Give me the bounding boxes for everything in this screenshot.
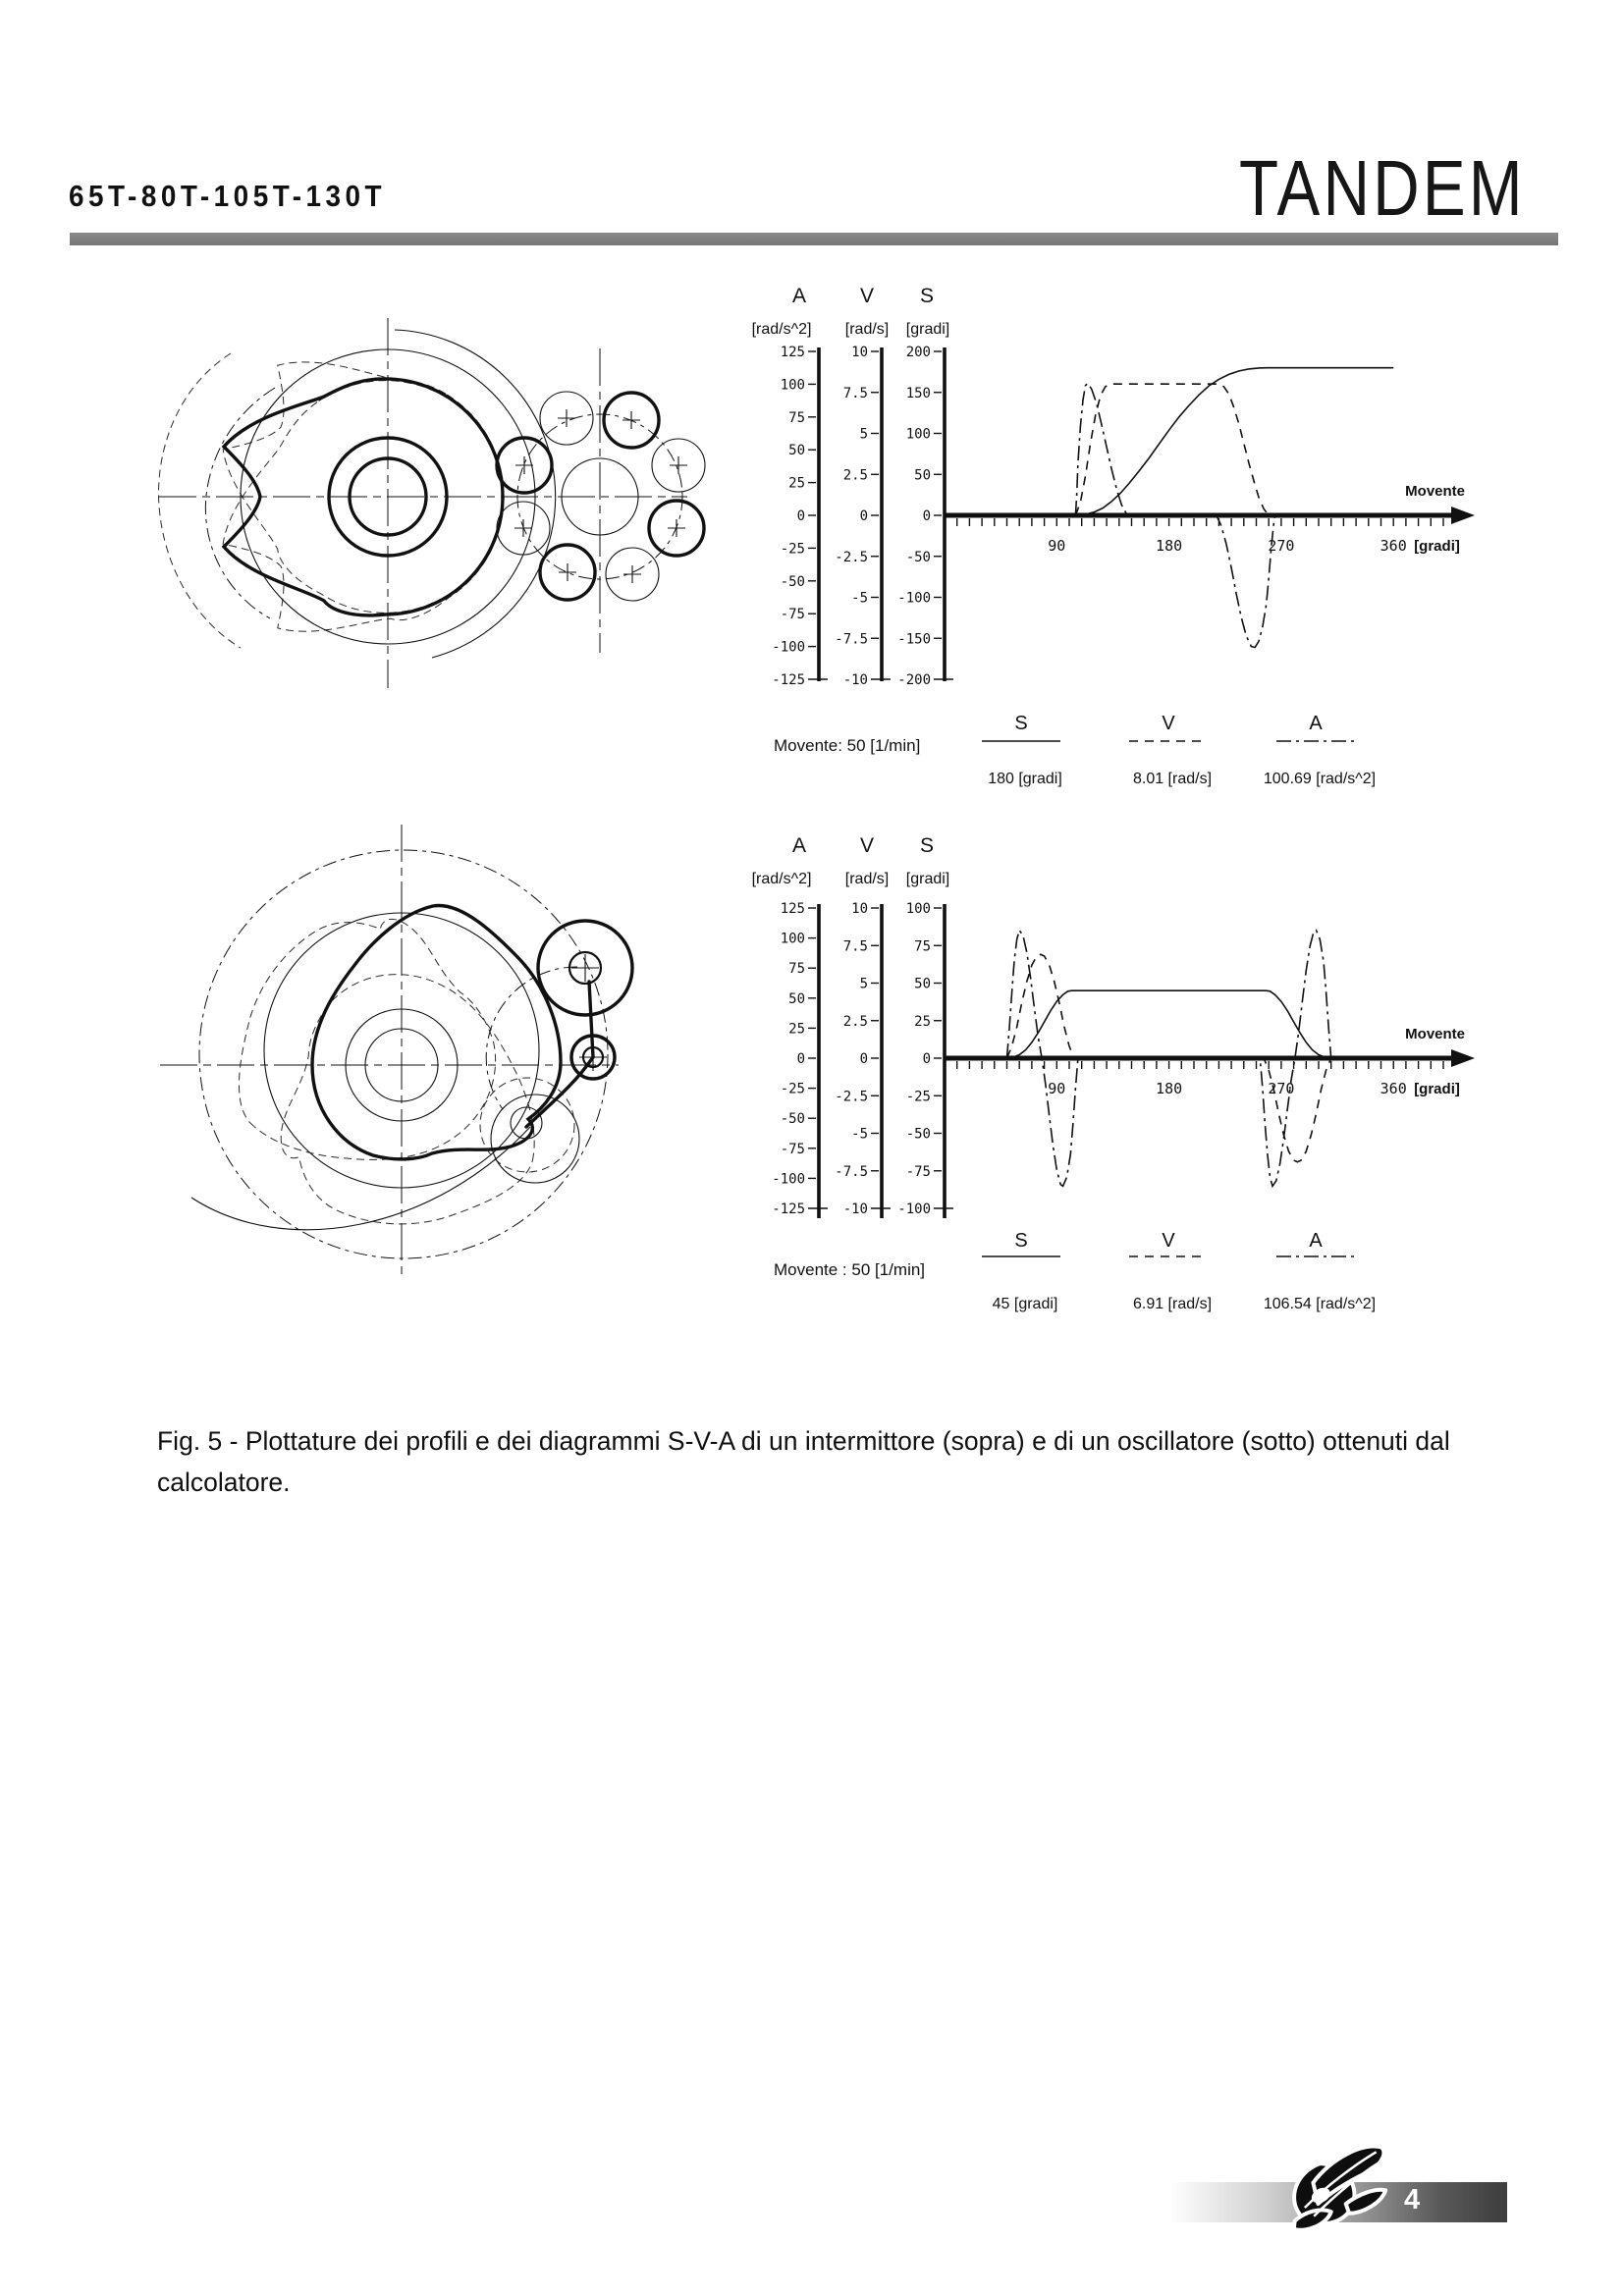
y-axis-title: A xyxy=(791,834,807,857)
series-V xyxy=(1075,384,1269,515)
y-tick-label: -10 xyxy=(842,1201,868,1217)
y-tick-label: -50 xyxy=(780,573,805,590)
y-tick-label: 100 xyxy=(780,377,805,394)
y-tick-label: -10 xyxy=(842,672,868,688)
page-number: 4 xyxy=(1404,2184,1421,2216)
rocker-follower xyxy=(486,921,632,1127)
y-axis-title: V xyxy=(859,285,875,307)
y-tick-label: 50 xyxy=(788,443,805,459)
y-tick-label: 75 xyxy=(914,938,931,955)
y-tick-label: 2.5 xyxy=(842,467,868,484)
oscillatore-profile-drawing xyxy=(137,815,668,1286)
header-rule xyxy=(70,233,1558,245)
legend-series-letter: S xyxy=(1014,713,1028,734)
x-tick-label: 180 xyxy=(1156,537,1183,555)
legend-stroke-value: 100.69 [rad/s^2] xyxy=(1263,771,1377,787)
model-code: 65T-80T-105T-130T xyxy=(69,179,387,213)
y-tick-label: 5 xyxy=(859,976,868,992)
y-tick-label: -125 xyxy=(772,672,805,688)
y-tick-label: 5 xyxy=(859,426,868,443)
x-axis-title: Movente xyxy=(1405,1026,1465,1042)
x-tick-label: 360 xyxy=(1380,537,1407,555)
x-tick-label: 270 xyxy=(1268,1080,1295,1097)
movente-speed-label: Movente: 50 [1/min] xyxy=(774,736,921,755)
y-tick-label: -200 xyxy=(897,672,931,688)
legend-series-letter: S xyxy=(1014,1230,1028,1252)
y-tick-label: -2.5 xyxy=(835,549,868,565)
y-tick-label: -100 xyxy=(897,1201,931,1217)
legend-stroke-value: 45 [gradi] xyxy=(992,1296,1058,1312)
centerlines xyxy=(160,825,619,1276)
legend-series-letter: A xyxy=(1309,1230,1323,1252)
tandem-knot-logo xyxy=(1284,2136,1398,2230)
y-axis-unit: [rad/s] xyxy=(844,321,890,338)
y-tick-label: 100 xyxy=(780,931,805,947)
x-axis-title: Movente xyxy=(1405,483,1465,500)
y-tick-label: 0 xyxy=(859,1051,868,1067)
legend-stroke-value: 8.01 [rad/s] xyxy=(1132,771,1213,787)
y-tick-label: -125 xyxy=(772,1201,805,1217)
series-S xyxy=(945,990,1443,1058)
y-tick-label: 7.5 xyxy=(842,385,868,401)
x-tick-label: 180 xyxy=(1156,1080,1183,1097)
y-tick-label: 50 xyxy=(914,467,931,484)
y-tick-label: -50 xyxy=(905,1126,931,1143)
y-tick-label: 10 xyxy=(851,345,868,360)
y-axis-title: V xyxy=(859,834,875,857)
y-tick-label: 2.5 xyxy=(842,1013,868,1030)
y-tick-label: -50 xyxy=(905,549,931,565)
series-S xyxy=(945,368,1393,515)
y-tick-label: -150 xyxy=(897,631,931,648)
y-tick-label: -2.5 xyxy=(835,1089,868,1105)
y-tick-label: -7.5 xyxy=(835,631,868,648)
y-tick-label: -7.5 xyxy=(835,1163,868,1180)
y-axis-title: S xyxy=(919,834,935,857)
outer-envelope-circle xyxy=(199,850,608,1258)
y-axis-title: S xyxy=(919,285,935,307)
y-tick-label: -100 xyxy=(897,590,931,607)
movente-speed-label: Movente : 50 [1/min] xyxy=(774,1260,926,1279)
x-axis-arrowhead xyxy=(1451,507,1475,524)
brand-logo-text: TANDEM xyxy=(1239,144,1526,232)
y-tick-label: 0 xyxy=(796,508,805,524)
y-tick-label: 25 xyxy=(788,1021,805,1038)
sva-chart-oscillatore xyxy=(727,825,1502,1345)
y-axis-unit: [rad/s] xyxy=(844,871,890,887)
y-axis-unit: [rad/s^2] xyxy=(751,321,812,338)
y-tick-label: 75 xyxy=(788,961,805,978)
intermittore-profile-drawing xyxy=(137,294,727,707)
y-tick-label: -100 xyxy=(772,639,805,656)
y-tick-label: 125 xyxy=(780,345,805,360)
y-tick-label: 200 xyxy=(905,345,931,360)
y-tick-label: 100 xyxy=(905,426,931,443)
y-tick-label: 150 xyxy=(905,385,931,401)
legend-series-letter: A xyxy=(1309,713,1323,734)
x-axis-unit: [gradi] xyxy=(1414,1081,1460,1097)
legend-stroke-value: 6.91 [rad/s] xyxy=(1132,1296,1213,1312)
y-tick-label: -25 xyxy=(905,1089,931,1105)
x-axis-arrowhead xyxy=(1451,1049,1475,1067)
y-tick-label: -100 xyxy=(772,1171,805,1188)
x-tick-label: 90 xyxy=(1048,537,1066,555)
y-tick-label: 10 xyxy=(851,901,868,917)
x-tick-label: 270 xyxy=(1268,537,1295,555)
y-tick-label: 75 xyxy=(788,409,805,426)
y-tick-label: 125 xyxy=(780,901,805,917)
y-tick-label: -25 xyxy=(780,541,805,558)
roller-swing-arc xyxy=(486,967,577,1109)
y-axis-unit: [gradi] xyxy=(905,871,950,887)
y-axis-title: A xyxy=(791,285,807,307)
y-tick-label: -5 xyxy=(851,590,868,607)
y-tick-label: -75 xyxy=(905,1163,931,1180)
x-tick-label: 360 xyxy=(1380,1080,1407,1097)
y-tick-label: 0 xyxy=(796,1051,805,1067)
y-tick-label: 0 xyxy=(922,508,931,524)
y-tick-label: -75 xyxy=(780,607,805,623)
y-tick-label: -50 xyxy=(780,1111,805,1128)
legend-stroke-value: 180 [gradi] xyxy=(988,771,1062,787)
figure-caption: Fig. 5 - Plottature dei profili e dei diagrammi S-V-A di un intermittore (sopra) e di un oscillatore (sotto) ottenuti dal calcolatore. xyxy=(157,1425,1450,1497)
y-tick-label: -5 xyxy=(851,1126,868,1143)
y-tick-label: 7.5 xyxy=(842,938,868,955)
cam-profile xyxy=(312,906,561,1159)
y-tick-label: 50 xyxy=(914,976,931,992)
y-axis-unit: [rad/s^2] xyxy=(751,871,812,887)
y-tick-label: 25 xyxy=(914,1013,931,1030)
y-tick-label: -25 xyxy=(780,1081,805,1097)
y-tick-label: 50 xyxy=(788,990,805,1007)
legend-series-letter: V xyxy=(1162,713,1175,734)
x-tick-label: 90 xyxy=(1048,1080,1066,1097)
y-axis-unit: [gradi] xyxy=(905,321,950,338)
legend-series-letter: V xyxy=(1162,1230,1175,1252)
y-tick-label: 0 xyxy=(859,508,868,524)
legend-stroke-value: 106.54 [rad/s^2] xyxy=(1263,1296,1377,1312)
y-tick-label: 0 xyxy=(922,1051,931,1067)
y-tick-label: 100 xyxy=(905,901,931,917)
y-tick-label: 25 xyxy=(788,475,805,492)
y-tick-label: -75 xyxy=(780,1141,805,1157)
sva-chart-intermittore xyxy=(727,275,1502,795)
x-axis-unit: [gradi] xyxy=(1414,538,1460,555)
